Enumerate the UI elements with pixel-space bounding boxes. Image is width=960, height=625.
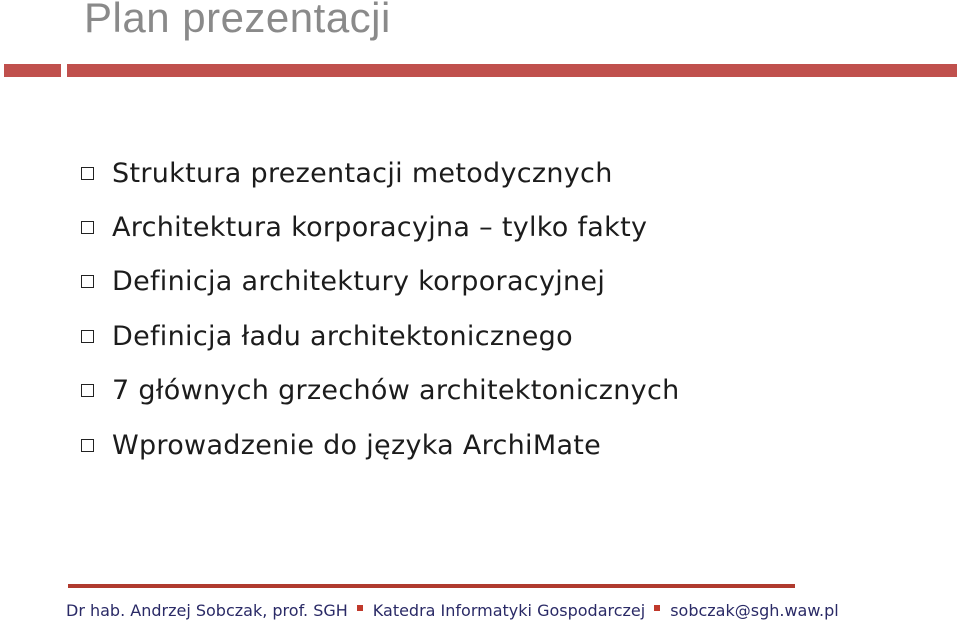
bullet-text: Definicja ładu architektonicznego bbox=[112, 320, 573, 352]
title-accent-bar-left bbox=[4, 64, 61, 77]
hollow-square-icon bbox=[81, 167, 94, 180]
list-item bbox=[76, 418, 680, 472]
hollow-square-icon bbox=[81, 439, 94, 452]
hollow-square-icon bbox=[81, 330, 94, 343]
slide-title: Plan prezentacji bbox=[84, 0, 391, 41]
list-item bbox=[76, 364, 680, 418]
bullet-text: Definicja architektury korporacyjnej bbox=[112, 266, 606, 298]
bullet-list bbox=[76, 146, 680, 472]
bullet-text: 7 głównych grzechów architektonicznych bbox=[112, 375, 680, 407]
red-square-icon bbox=[357, 605, 363, 611]
hollow-square-icon bbox=[81, 221, 94, 234]
title-accent-bar-right bbox=[67, 64, 957, 77]
list-item bbox=[76, 255, 680, 309]
hollow-square-icon bbox=[81, 384, 94, 397]
bullet-text: Architektura korporacyjna – tylko fakty bbox=[112, 212, 648, 244]
hollow-square-icon bbox=[81, 275, 94, 288]
footer-department: Katedra Informatyki Gospodarczej bbox=[372, 601, 646, 620]
list-item bbox=[76, 200, 680, 254]
bullet-text: Struktura prezentacji metodycznych bbox=[112, 157, 613, 189]
red-square-icon bbox=[654, 605, 660, 611]
footer-author: Dr hab. Andrzej Sobczak, prof. SGH bbox=[66, 601, 348, 620]
list-item bbox=[76, 309, 680, 363]
footer bbox=[66, 601, 839, 620]
bullet-text: Wprowadzenie do języka ArchiMate bbox=[112, 429, 602, 461]
footer-email: sobczak@sgh.waw.pl bbox=[670, 601, 839, 620]
footer-divider bbox=[68, 584, 795, 588]
list-item bbox=[76, 146, 680, 200]
